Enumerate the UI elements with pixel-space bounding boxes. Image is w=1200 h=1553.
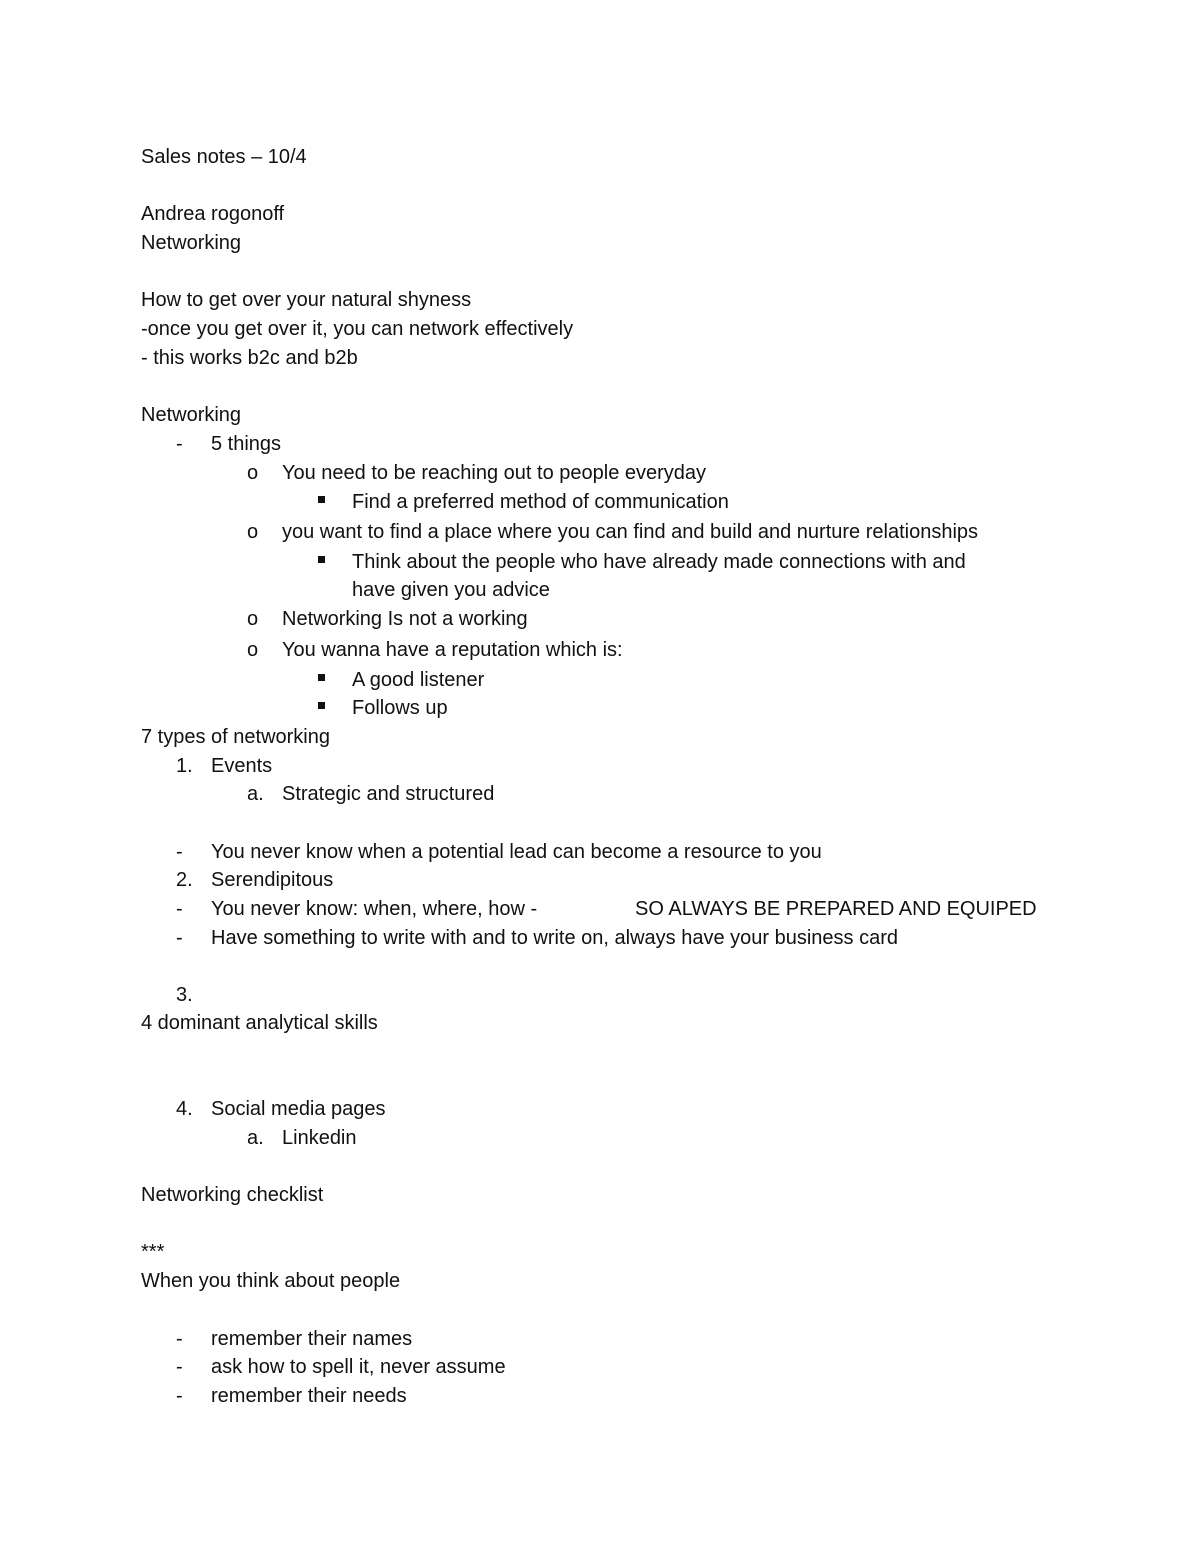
circle-bullet: o: [247, 462, 259, 484]
dash-marker: -: [176, 433, 183, 455]
analytical-heading: 4 dominant analytical skills: [141, 1012, 378, 1034]
circle-bullet: o: [247, 608, 259, 630]
note-title: Sales notes – 10/4: [141, 146, 307, 168]
list-item: Serendipitous: [211, 869, 334, 891]
list-item: remember their needs: [211, 1385, 407, 1407]
dash-marker: -: [176, 927, 183, 949]
people-heading: When you think about people: [141, 1270, 401, 1292]
number-marker: 2.: [176, 869, 193, 891]
list-item: you want to find a place where you can find and build and nurture relationships: [282, 521, 979, 543]
list-item: have given you advice: [352, 579, 550, 601]
list-item: ask how to spell it, never assume: [211, 1356, 506, 1378]
list-item: Have something to write with and to write on, always have your business card: [211, 927, 899, 949]
circle-bullet: o: [247, 639, 259, 661]
list-item: You need to be reaching out to people everyday: [282, 462, 707, 484]
square-bullet-icon: [318, 496, 325, 503]
list-item: Events: [211, 755, 273, 777]
list-item: 5 things: [211, 433, 282, 455]
list-item: Linkedin: [282, 1127, 357, 1149]
list-item: Find a preferred method of communication: [352, 491, 729, 513]
number-marker: 3.: [176, 984, 193, 1006]
intro-line: How to get over your natural shyness: [141, 289, 472, 311]
intro-line: - this works b2c and b2b: [141, 347, 358, 369]
dash-marker: -: [176, 1385, 183, 1407]
list-item: You never know: when, where, how -: [211, 898, 538, 920]
dash-marker: -: [176, 898, 183, 920]
list-item: You never know when a potential lead can become a resource to you: [211, 841, 822, 863]
intro-line: -once you get over it, you can network effectively: [141, 318, 574, 340]
letter-marker: a.: [247, 1127, 264, 1149]
list-item: Networking Is not a working: [282, 608, 528, 630]
checklist-heading: Networking checklist: [141, 1184, 324, 1206]
circle-bullet: o: [247, 521, 259, 543]
emphasis-text: SO ALWAYS BE PREPARED AND EQUIPED: [635, 898, 1037, 920]
list-item: remember their names: [211, 1328, 413, 1350]
dash-marker: -: [176, 1328, 183, 1350]
types-heading: 7 types of networking: [141, 726, 330, 748]
square-bullet-icon: [318, 674, 325, 681]
list-item: Follows up: [352, 697, 448, 719]
list-item: Social media pages: [211, 1098, 386, 1120]
number-marker: 4.: [176, 1098, 193, 1120]
square-bullet-icon: [318, 556, 325, 563]
list-item: A good listener: [352, 669, 485, 691]
networking-heading: Networking: [141, 404, 242, 426]
list-item: Think about the people who have already made connections with and: [352, 551, 966, 573]
separator-stars: ***: [141, 1241, 165, 1263]
dash-marker: -: [176, 841, 183, 863]
topic-line: Networking: [141, 232, 242, 254]
letter-marker: a.: [247, 783, 264, 805]
list-item: Strategic and structured: [282, 783, 495, 805]
number-marker: 1.: [176, 755, 193, 777]
list-item: You wanna have a reputation which is:: [282, 639, 623, 661]
dash-marker: -: [176, 1356, 183, 1378]
speaker-name: Andrea rogonoff: [141, 203, 285, 225]
square-bullet-icon: [318, 702, 325, 709]
